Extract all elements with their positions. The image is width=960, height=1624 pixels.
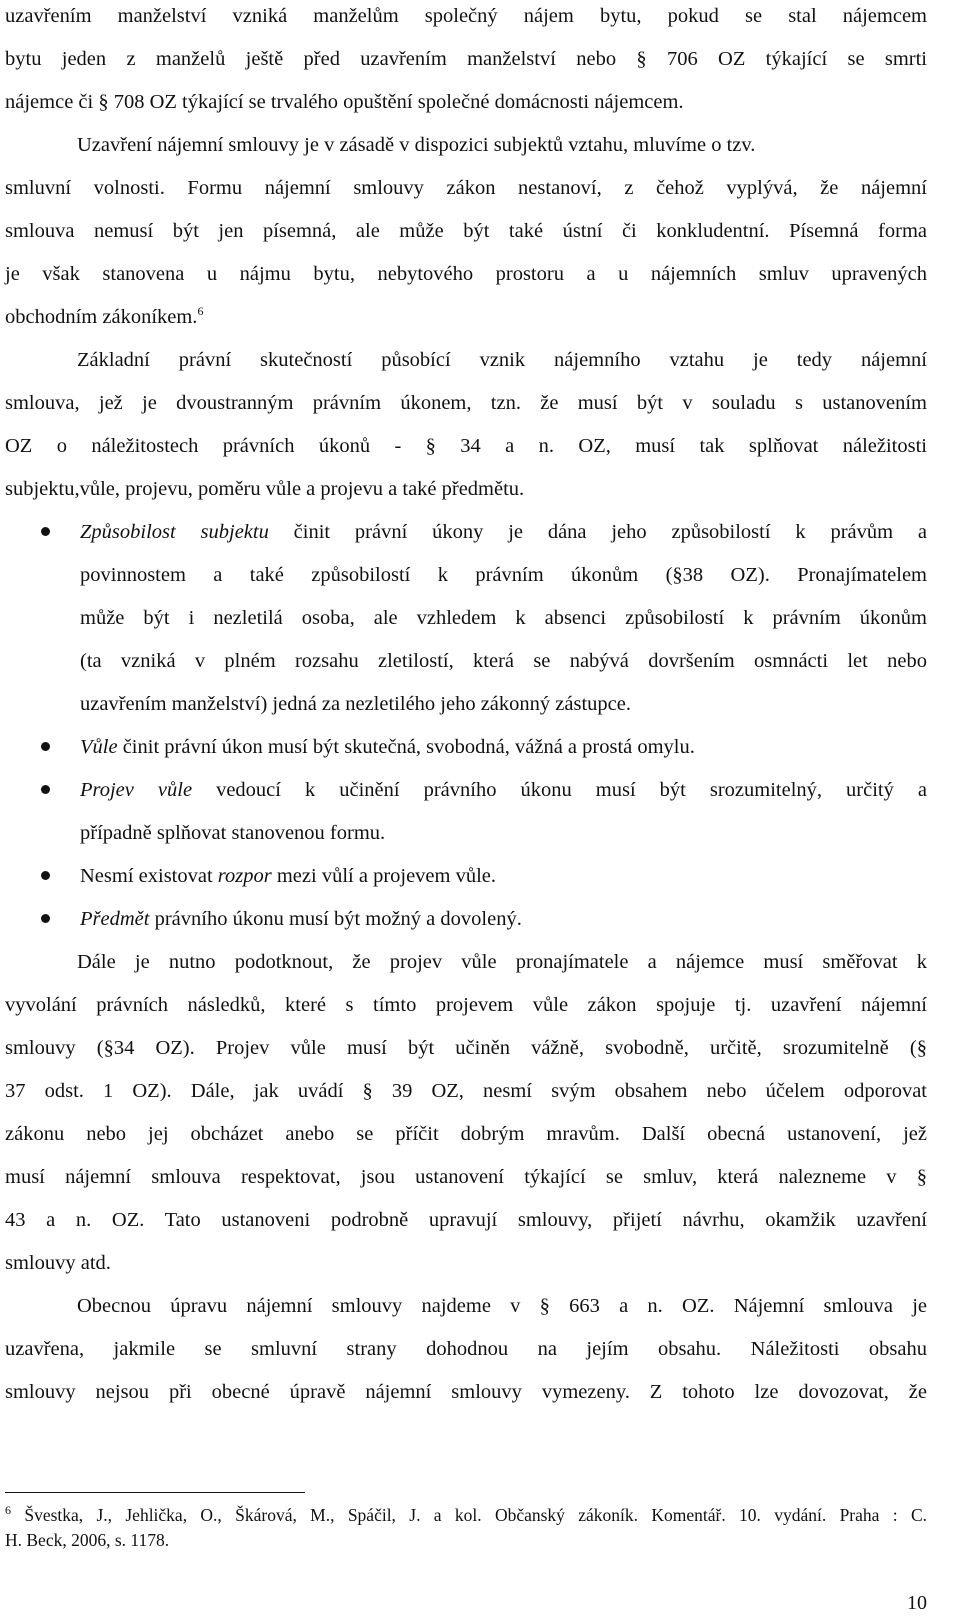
list-item-line [80, 860, 927, 892]
text-line: Uzavření nájemní smlouvy je v zásadě v dispozici subjektů vztahu, mluvíme o tzv. [77, 134, 756, 156]
text-line: je však stanovena u nájmu bytu, nebytového prostoru a u nájemních smluv upravených [5, 263, 927, 285]
text-span: Nesmí existovat [80, 865, 218, 887]
emphasis: Vůle [80, 736, 118, 758]
bullet-marker [41, 742, 50, 751]
text-span: činit právní úkon musí být skutečná, svobodná, vážná a prostá omylu. [117, 736, 695, 758]
text-line: uzavřením manželství vzniká manželům společný nájem bytu, pokud se stal nájemcem [5, 5, 927, 27]
list-item-line [80, 774, 927, 806]
bullet-marker [41, 871, 50, 880]
list-item-line: povinnostem a také způsobilostí k právním úkonům (§38 OZ). Pronajímatelem [80, 564, 927, 586]
text-line: zákonu nebo jej obcházet anebo se příčit dobrým mravům. Další obecná ustanovení, jež [5, 1123, 927, 1145]
bullet-marker [41, 527, 50, 536]
page-number: 10 [907, 1592, 927, 1614]
footnote-number: 6 [5, 1503, 11, 1518]
list-item-line: (ta vzniká v plném rozsahu zletilostí, která se nabývá dovršením osmnácti let nebo [80, 650, 927, 672]
bullet-marker [41, 785, 50, 794]
footnote-reference: 6 [197, 304, 204, 319]
footnote-separator [5, 1492, 305, 1493]
footnote-text: Švestka, J., Jehlička, O., Škárová, M., Spáčil, J. a kol. Občanský zákoník. Komentář. 10. vydání. Praha : C. [11, 1505, 927, 1525]
text-span: mezi vůlí a projevem vůle. [271, 865, 497, 887]
text-span: obchodním zákoníkem. [5, 306, 198, 328]
text-line: subjektu,vůle, projevu, poměru vůle a projevu a také předmětu. [5, 478, 525, 500]
text-span: právního úkonu musí být možný a dovolený. [149, 908, 522, 930]
text-line: musí nájemní smlouva respektovat, jsou ustanovení týkající se smluv, která nalezneme v § [5, 1166, 927, 1188]
text-line: Obecnou úpravu nájemní smlouvy najdeme v § 663 a n. OZ. Nájemní smlouva je [77, 1295, 927, 1317]
list-item-line [80, 903, 927, 935]
text-line: Základní právní skutečností působící vznik nájemního vztahu je tedy nájemní [77, 349, 927, 371]
text-line: smluvní volnosti. Formu nájemní smlouvy zákon nestanoví, z čehož vyplývá, že nájemní [5, 177, 927, 199]
bullet-marker [41, 914, 50, 923]
text-line: OZ o náležitostech právních úkonů - § 34 a n. OZ, musí tak splňovat náležitosti [5, 435, 927, 457]
text-line: smlouva nemusí být jen písemná, ale může být také ústní či konkludentní. Písemná forma [5, 220, 927, 242]
text-line: 43 a n. OZ. Tato ustanoveni podrobně upravují smlouvy, přijetí návrhu, okamžik uzavření [5, 1209, 927, 1231]
footnote-continuation: H. Beck, 2006, s. 1178. [5, 1530, 170, 1550]
emphasis: Způsobilost subjektu [80, 521, 269, 543]
text-line: Dále je nutno podotknout, že projev vůle pronajímatele a nájemce musí směřovat k [77, 951, 927, 973]
text-span: činit právní úkony je dána jeho způsobilostí k právům a [268, 521, 927, 543]
text-line: bytu jeden z manželů ještě před uzavřením manželství nebo § 706 OZ týkající se smrti [5, 48, 927, 70]
text-line: vyvolání právních následků, které s tímto projevem vůle zákon spojuje tj. uzavření nájemní [5, 994, 927, 1016]
text-line: uzavřena, jakmile se smluvní strany dohodnou na jejím obsahu. Náležitosti obsahu [5, 1338, 927, 1360]
list-item-line: případně splňovat stanovenou formu. [80, 822, 386, 844]
list-item-line [80, 516, 927, 548]
list-item-line [80, 731, 927, 763]
emphasis: rozpor [217, 865, 272, 887]
text-line: nájemce či § 708 OZ týkající se trvalého opuštění společné domácnosti nájemcem. [5, 91, 684, 113]
emphasis: Předmět [80, 908, 150, 930]
text-line: smlouvy nejsou při obecné úpravě nájemní smlouvy vymezeny. Z tohoto lze dovozovat, že [5, 1381, 927, 1403]
text-line: 37 odst. 1 OZ). Dále, jak uvádí § 39 OZ, nesmí svým obsahem nebo účelem odporovat [5, 1080, 927, 1102]
text-line: smlouvy atd. [5, 1252, 111, 1274]
emphasis: Projev vůle [80, 779, 193, 801]
list-item-line: může být i nezletilá osoba, ale vzhledem k absenci způsobilostí k právním úkonům [80, 607, 927, 629]
text-span: vedoucí k učinění právního úkonu musí být srozumitelný, určitý a [192, 779, 927, 801]
text-line [5, 301, 927, 333]
list-item-line: uzavřením manželství) jedná za nezletilého jeho zákonný zástupce. [80, 693, 631, 715]
text-line: smlouva, jež je dvoustranným právním úkonem, tzn. že musí být v souladu s ustanovením [5, 392, 927, 414]
text-line: smlouvy (§34 OZ). Projev vůle musí být učiněn vážně, svobodně, určitě, srozumitelně (§ [5, 1037, 927, 1059]
footnote [5, 1503, 927, 1527]
